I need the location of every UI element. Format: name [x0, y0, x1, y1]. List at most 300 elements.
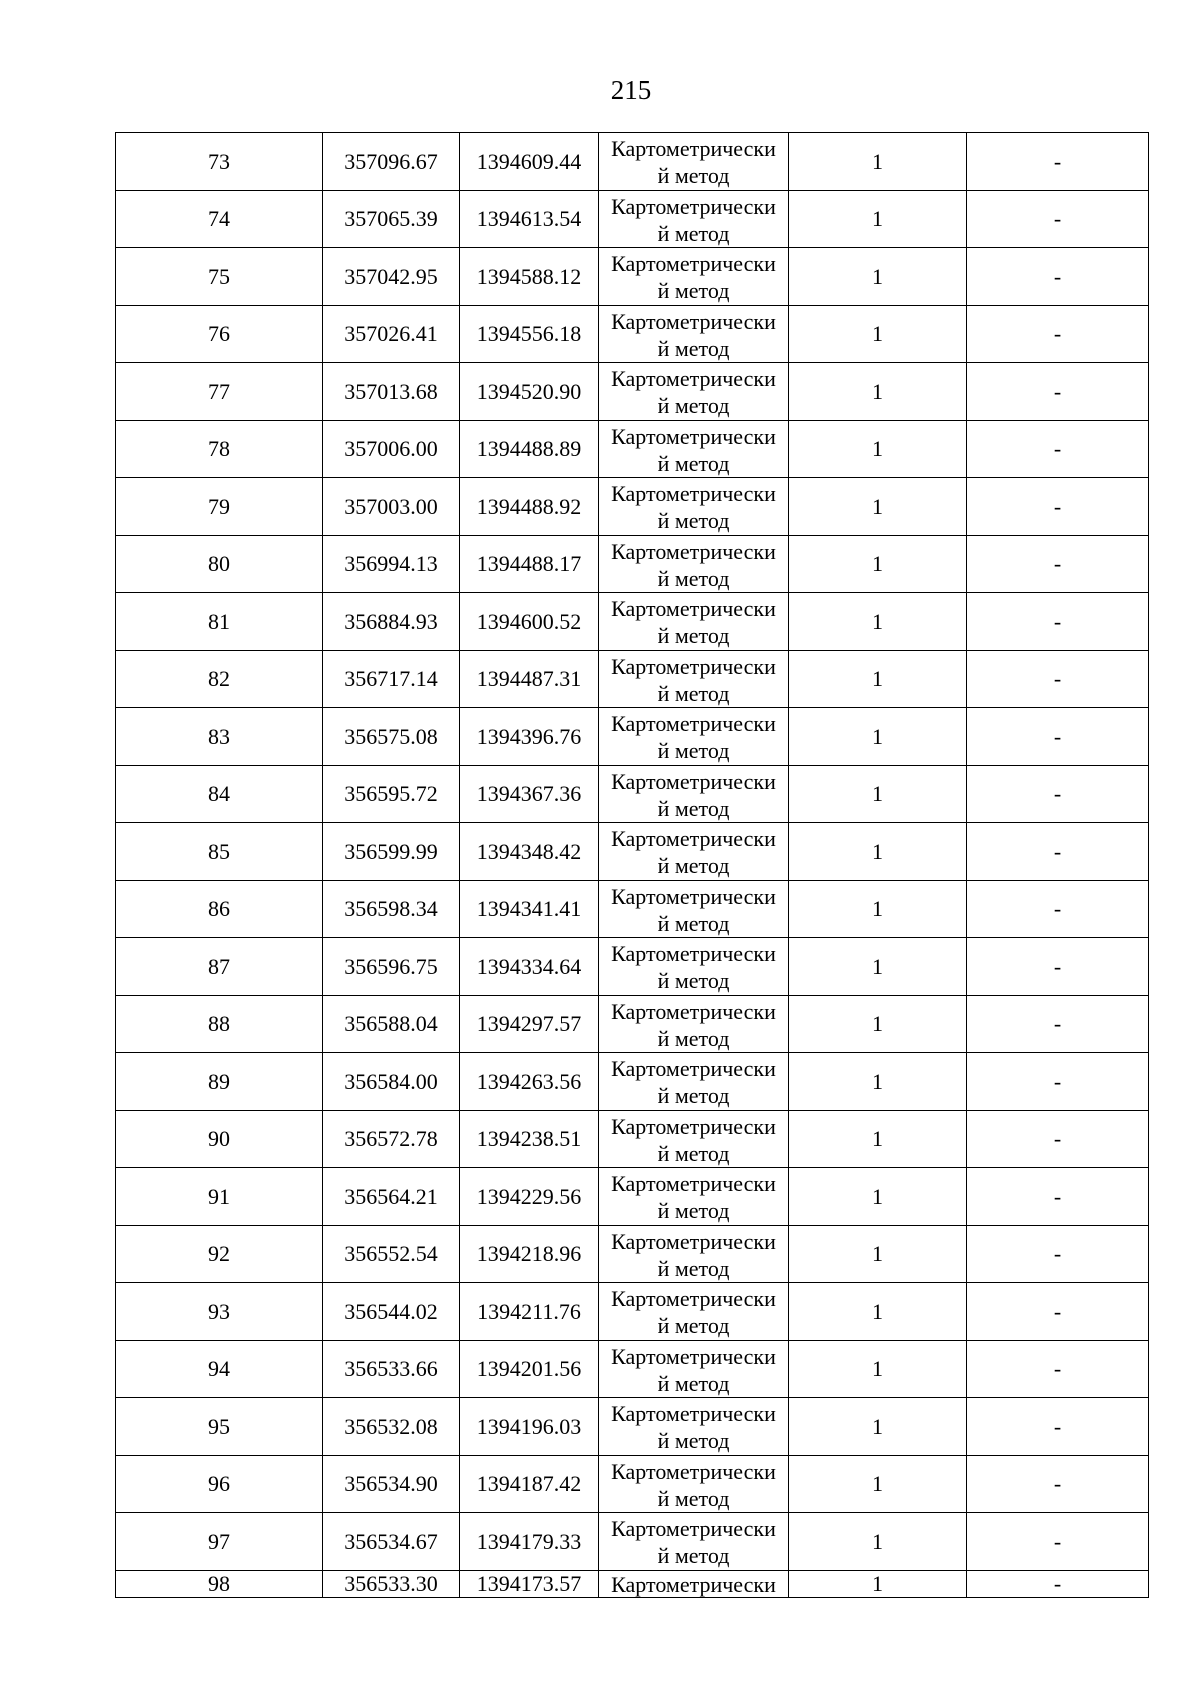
point-number-cell	[116, 765, 323, 823]
point-number-cell	[116, 478, 323, 536]
method-cell	[599, 765, 789, 823]
point-number: 74	[208, 206, 230, 232]
table-row	[116, 1110, 1149, 1168]
point-number: 84	[208, 781, 230, 807]
method-cell	[599, 880, 789, 938]
y-coordinate-cell	[460, 1225, 599, 1283]
y-coordinate: 1394613.54	[476, 206, 582, 232]
method-text-line-1: Картометрически	[611, 1286, 776, 1312]
table-row	[116, 535, 1149, 593]
note-cell	[967, 478, 1149, 536]
accuracy-value: 1	[872, 1528, 883, 1554]
method-text-line-1: Картометрически	[611, 768, 776, 794]
table-row	[116, 1340, 1149, 1398]
method-text-line-2: й метод	[657, 1485, 730, 1511]
method-text-line-2: й метод	[657, 450, 730, 476]
y-coordinate: 1394367.36	[476, 781, 582, 807]
method-text-line-1: Картометрически	[611, 366, 776, 392]
y-coordinate: 1394179.33	[476, 1528, 582, 1554]
accuracy-cell	[789, 305, 967, 363]
note-cell	[967, 650, 1149, 708]
x-coordinate-cell	[323, 995, 460, 1053]
x-coordinate: 356533.66	[344, 1356, 438, 1382]
x-coordinate: 356572.78	[344, 1126, 438, 1152]
x-coordinate-cell	[323, 133, 460, 191]
y-coordinate-cell	[460, 938, 599, 996]
x-coordinate-cell	[323, 1513, 460, 1571]
method-cell	[599, 995, 789, 1053]
note-value: -	[1053, 1570, 1062, 1596]
note-cell	[967, 995, 1149, 1053]
method-text-line-2: й метод	[657, 163, 730, 189]
x-coordinate-cell	[323, 823, 460, 881]
accuracy-value: 1	[872, 551, 883, 577]
accuracy-cell	[789, 1455, 967, 1513]
note-cell	[967, 133, 1149, 191]
point-number: 92	[208, 1241, 230, 1267]
accuracy-cell	[789, 1110, 967, 1168]
point-number-cell	[116, 1110, 323, 1168]
coordinates-table-container	[115, 132, 1149, 1598]
method-cell	[599, 823, 789, 881]
note-cell	[967, 1283, 1149, 1341]
point-number-cell	[116, 190, 323, 248]
method-text-line-2: й метод	[657, 508, 730, 534]
point-number: 83	[208, 723, 230, 749]
x-coordinate: 356552.54	[344, 1241, 438, 1267]
x-coordinate: 357006.00	[344, 436, 438, 462]
x-coordinate: 356564.21	[344, 1183, 438, 1209]
accuracy-cell	[789, 1398, 967, 1456]
y-coordinate: 1394396.76	[476, 723, 582, 749]
y-coordinate-cell	[460, 1340, 599, 1398]
point-number-cell	[116, 938, 323, 996]
note-value: -	[1053, 1298, 1062, 1324]
method-cell	[599, 190, 789, 248]
y-coordinate-cell	[460, 880, 599, 938]
point-number-cell	[116, 1570, 323, 1597]
point-number-cell	[116, 1168, 323, 1226]
note-cell	[967, 1570, 1149, 1597]
x-coordinate-cell	[323, 190, 460, 248]
note-cell	[967, 593, 1149, 651]
point-number: 79	[208, 493, 230, 519]
method-text-line-2: й метод	[657, 1025, 730, 1051]
y-coordinate-cell	[460, 765, 599, 823]
x-coordinate: 357096.67	[344, 148, 438, 174]
note-cell	[967, 823, 1149, 881]
note-cell	[967, 1053, 1149, 1111]
method-cell	[599, 1283, 789, 1341]
method-text-line-2: й метод	[657, 335, 730, 361]
x-coordinate-cell	[323, 420, 460, 478]
point-number-cell	[116, 1340, 323, 1398]
accuracy-cell	[789, 765, 967, 823]
method-cell	[599, 535, 789, 593]
accuracy-cell	[789, 593, 967, 651]
accuracy-cell	[789, 1168, 967, 1226]
y-coordinate-cell	[460, 823, 599, 881]
method-text-line-1: Картометрически	[611, 136, 776, 162]
y-coordinate: 1394334.64	[476, 953, 582, 979]
x-coordinate-cell	[323, 938, 460, 996]
point-number: 86	[208, 896, 230, 922]
table-row	[116, 708, 1149, 766]
method-text-line-1: Картометрически	[611, 998, 776, 1024]
method-cell	[599, 1225, 789, 1283]
method-cell	[599, 1513, 789, 1571]
accuracy-cell	[789, 478, 967, 536]
x-coordinate: 356533.30	[344, 1570, 438, 1596]
table-row	[116, 1053, 1149, 1111]
y-coordinate: 1394297.57	[476, 1011, 582, 1037]
point-number-cell	[116, 1053, 323, 1111]
point-number: 75	[208, 263, 230, 289]
method-text-line-2: й метод	[657, 1428, 730, 1454]
y-coordinate-cell	[460, 248, 599, 306]
accuracy-cell	[789, 823, 967, 881]
x-coordinate: 356534.67	[344, 1528, 438, 1554]
accuracy-cell	[789, 133, 967, 191]
method-cell	[599, 133, 789, 191]
point-number: 77	[208, 378, 230, 404]
table-row	[116, 995, 1149, 1053]
y-coordinate-cell	[460, 420, 599, 478]
method-cell	[599, 1053, 789, 1111]
accuracy-value: 1	[872, 1413, 883, 1439]
method-text-line-2: й метод	[657, 1543, 730, 1569]
accuracy-cell	[789, 1340, 967, 1398]
note-cell	[967, 535, 1149, 593]
x-coordinate-cell	[323, 1283, 460, 1341]
accuracy-value: 1	[872, 321, 883, 347]
note-value: -	[1053, 1528, 1062, 1554]
table-row	[116, 1513, 1149, 1571]
point-number-cell	[116, 1513, 323, 1571]
method-cell	[599, 305, 789, 363]
table-row	[116, 363, 1149, 421]
method-text-line-2: й метод	[657, 1255, 730, 1281]
y-coordinate-cell	[460, 133, 599, 191]
table-row	[116, 1570, 1149, 1597]
x-coordinate: 356598.34	[344, 896, 438, 922]
method-text-line-1: Картометрически	[611, 308, 776, 334]
x-coordinate: 357042.95	[344, 263, 438, 289]
point-number: 80	[208, 551, 230, 577]
point-number: 76	[208, 321, 230, 347]
note-cell	[967, 248, 1149, 306]
method-cell	[599, 1168, 789, 1226]
note-cell	[967, 420, 1149, 478]
point-number-cell	[116, 363, 323, 421]
x-coordinate-cell	[323, 1053, 460, 1111]
table-row	[116, 650, 1149, 708]
point-number-cell	[116, 133, 323, 191]
x-coordinate: 356532.08	[344, 1413, 438, 1439]
method-text-line-2: й метод	[657, 1370, 730, 1396]
y-coordinate: 1394556.18	[476, 321, 582, 347]
method-text-line-2: й метод	[657, 680, 730, 706]
method-text-line-2: й метод	[657, 278, 730, 304]
y-coordinate: 1394348.42	[476, 838, 582, 864]
table-row	[116, 1398, 1149, 1456]
point-number: 97	[208, 1528, 230, 1554]
note-value: -	[1053, 1126, 1062, 1152]
accuracy-cell	[789, 880, 967, 938]
note-cell	[967, 1225, 1149, 1283]
point-number-cell	[116, 593, 323, 651]
accuracy-cell	[789, 535, 967, 593]
x-coordinate: 356584.00	[344, 1068, 438, 1094]
method-text-line-1: Картометрически	[611, 596, 776, 622]
method-cell	[599, 420, 789, 478]
point-number: 82	[208, 666, 230, 692]
x-coordinate: 356884.93	[344, 608, 438, 634]
accuracy-value: 1	[872, 666, 883, 692]
method-text-line-1: Картометрически	[611, 1343, 776, 1369]
accuracy-value: 1	[872, 1011, 883, 1037]
y-coordinate-cell	[460, 1398, 599, 1456]
method-cell	[599, 650, 789, 708]
x-coordinate-cell	[323, 1398, 460, 1456]
x-coordinate: 356596.75	[344, 953, 438, 979]
note-value: -	[1053, 321, 1062, 347]
accuracy-cell	[789, 1570, 967, 1597]
x-coordinate-cell	[323, 1570, 460, 1597]
method-text-line-2: й метод	[657, 853, 730, 879]
accuracy-cell	[789, 995, 967, 1053]
note-value: -	[1053, 896, 1062, 922]
y-coordinate: 1394488.92	[476, 493, 582, 519]
note-value: -	[1053, 378, 1062, 404]
note-value: -	[1053, 608, 1062, 634]
accuracy-value: 1	[872, 896, 883, 922]
method-cell	[599, 1570, 789, 1597]
table-row	[116, 938, 1149, 996]
y-coordinate: 1394173.57	[476, 1570, 582, 1596]
method-text-line-1: Картометрически	[611, 1458, 776, 1484]
method-text-line-1: Картометрически	[611, 1228, 776, 1254]
table-row	[116, 133, 1149, 191]
x-coordinate-cell	[323, 363, 460, 421]
note-cell	[967, 765, 1149, 823]
y-coordinate: 1394187.42	[476, 1471, 582, 1497]
table-row	[116, 1168, 1149, 1226]
note-value: -	[1053, 666, 1062, 692]
method-text-line-2: й метод	[657, 623, 730, 649]
table-row	[116, 1225, 1149, 1283]
coordinates-table	[115, 132, 1149, 1598]
y-coordinate-cell	[460, 190, 599, 248]
note-value: -	[1053, 493, 1062, 519]
point-number-cell	[116, 1455, 323, 1513]
note-cell	[967, 1340, 1149, 1398]
method-text-line-1: Картометрически	[611, 883, 776, 909]
method-text-line-1: Картометрически	[611, 1171, 776, 1197]
y-coordinate: 1394341.41	[476, 896, 582, 922]
x-coordinate-cell	[323, 650, 460, 708]
note-value: -	[1053, 1471, 1062, 1497]
x-coordinate: 357003.00	[344, 493, 438, 519]
accuracy-value: 1	[872, 1241, 883, 1267]
point-number: 91	[208, 1183, 230, 1209]
accuracy-cell	[789, 248, 967, 306]
accuracy-value: 1	[872, 723, 883, 749]
y-coordinate-cell	[460, 1168, 599, 1226]
method-text-line-1: Картометрически	[611, 826, 776, 852]
y-coordinate-cell	[460, 478, 599, 536]
x-coordinate-cell	[323, 765, 460, 823]
point-number-cell	[116, 305, 323, 363]
table-row	[116, 248, 1149, 306]
table-row	[116, 823, 1149, 881]
accuracy-cell	[789, 650, 967, 708]
point-number-cell	[116, 708, 323, 766]
method-text-line-1: Картометрически	[611, 1401, 776, 1427]
note-cell	[967, 1513, 1149, 1571]
x-coordinate-cell	[323, 1110, 460, 1168]
accuracy-value: 1	[872, 1183, 883, 1209]
y-coordinate: 1394520.90	[476, 378, 582, 404]
y-coordinate-cell	[460, 363, 599, 421]
note-value: -	[1053, 148, 1062, 174]
method-text-line-2: й метод	[657, 910, 730, 936]
y-coordinate-cell	[460, 535, 599, 593]
accuracy-value: 1	[872, 378, 883, 404]
note-value: -	[1053, 838, 1062, 864]
note-cell	[967, 708, 1149, 766]
x-coordinate-cell	[323, 535, 460, 593]
x-coordinate-cell	[323, 305, 460, 363]
point-number: 94	[208, 1356, 230, 1382]
note-value: -	[1053, 1183, 1062, 1209]
note-value: -	[1053, 551, 1062, 577]
accuracy-value: 1	[872, 838, 883, 864]
table-row	[116, 593, 1149, 651]
y-coordinate-cell	[460, 650, 599, 708]
accuracy-value: 1	[872, 436, 883, 462]
note-cell	[967, 1168, 1149, 1226]
accuracy-cell	[789, 363, 967, 421]
point-number: 90	[208, 1126, 230, 1152]
note-value: -	[1053, 1011, 1062, 1037]
point-number: 78	[208, 436, 230, 462]
table-row	[116, 420, 1149, 478]
point-number: 95	[208, 1413, 230, 1439]
note-value: -	[1053, 781, 1062, 807]
note-value: -	[1053, 206, 1062, 232]
note-value: -	[1053, 436, 1062, 462]
y-coordinate-cell	[460, 1513, 599, 1571]
accuracy-cell	[789, 938, 967, 996]
x-coordinate-cell	[323, 1340, 460, 1398]
x-coordinate-cell	[323, 248, 460, 306]
point-number-cell	[116, 420, 323, 478]
method-text-line-2: й метод	[657, 1083, 730, 1109]
accuracy-value: 1	[872, 1356, 883, 1382]
method-text-line-2: й метод	[657, 220, 730, 246]
point-number-cell	[116, 248, 323, 306]
note-value: -	[1053, 953, 1062, 979]
method-text-line-1: Картометрически	[611, 653, 776, 679]
accuracy-value: 1	[872, 493, 883, 519]
point-number-cell	[116, 1225, 323, 1283]
note-value: -	[1053, 1356, 1062, 1382]
method-text-line-1: Картометрически	[611, 481, 776, 507]
point-number-cell	[116, 880, 323, 938]
point-number: 85	[208, 838, 230, 864]
y-coordinate: 1394238.51	[476, 1126, 582, 1152]
table-row	[116, 1283, 1149, 1341]
method-text-line-2: й метод	[657, 1198, 730, 1224]
accuracy-value: 1	[872, 148, 883, 174]
x-coordinate: 357013.68	[344, 378, 438, 404]
method-text-line-1: Картометрически	[611, 1113, 776, 1139]
note-cell	[967, 190, 1149, 248]
accuracy-value: 1	[872, 206, 883, 232]
accuracy-value: 1	[872, 1471, 883, 1497]
x-coordinate-cell	[323, 708, 460, 766]
point-number: 89	[208, 1068, 230, 1094]
accuracy-cell	[789, 190, 967, 248]
accuracy-cell	[789, 1053, 967, 1111]
note-cell	[967, 880, 1149, 938]
note-value: -	[1053, 1068, 1062, 1094]
x-coordinate-cell	[323, 593, 460, 651]
point-number: 81	[208, 608, 230, 634]
accuracy-cell	[789, 420, 967, 478]
y-coordinate-cell	[460, 1570, 599, 1597]
method-cell	[599, 708, 789, 766]
method-text-line-1: Картометрически	[611, 251, 776, 277]
method-text-line-1: Картометрически	[611, 193, 776, 219]
x-coordinate: 357065.39	[344, 206, 438, 232]
method-text-line-1: Картометрически	[611, 538, 776, 564]
point-number-cell	[116, 1283, 323, 1341]
accuracy-value: 1	[872, 1298, 883, 1324]
method-text-line-1: Картометрически	[611, 1571, 776, 1597]
x-coordinate: 356717.14	[344, 666, 438, 692]
point-number-cell	[116, 995, 323, 1053]
note-cell	[967, 1455, 1149, 1513]
method-text-line-2: й метод	[657, 1140, 730, 1166]
method-text-line-2: й метод	[657, 393, 730, 419]
accuracy-value: 1	[872, 953, 883, 979]
x-coordinate-cell	[323, 1455, 460, 1513]
table-row	[116, 880, 1149, 938]
method-cell	[599, 363, 789, 421]
y-coordinate: 1394263.56	[476, 1068, 582, 1094]
table-body	[116, 133, 1149, 1598]
point-number-cell	[116, 535, 323, 593]
method-cell	[599, 938, 789, 996]
note-cell	[967, 305, 1149, 363]
method-text-line-2: й метод	[657, 738, 730, 764]
table-row	[116, 478, 1149, 536]
y-coordinate: 1394600.52	[476, 608, 582, 634]
point-number: 73	[208, 148, 230, 174]
note-cell	[967, 1398, 1149, 1456]
method-text-line-2: й метод	[657, 1313, 730, 1339]
method-text-line-1: Картометрически	[611, 1516, 776, 1542]
point-number-cell	[116, 1398, 323, 1456]
note-value: -	[1053, 723, 1062, 749]
accuracy-value: 1	[872, 1570, 883, 1596]
y-coordinate-cell	[460, 1110, 599, 1168]
y-coordinate-cell	[460, 1455, 599, 1513]
method-cell	[599, 248, 789, 306]
table-row	[116, 1455, 1149, 1513]
